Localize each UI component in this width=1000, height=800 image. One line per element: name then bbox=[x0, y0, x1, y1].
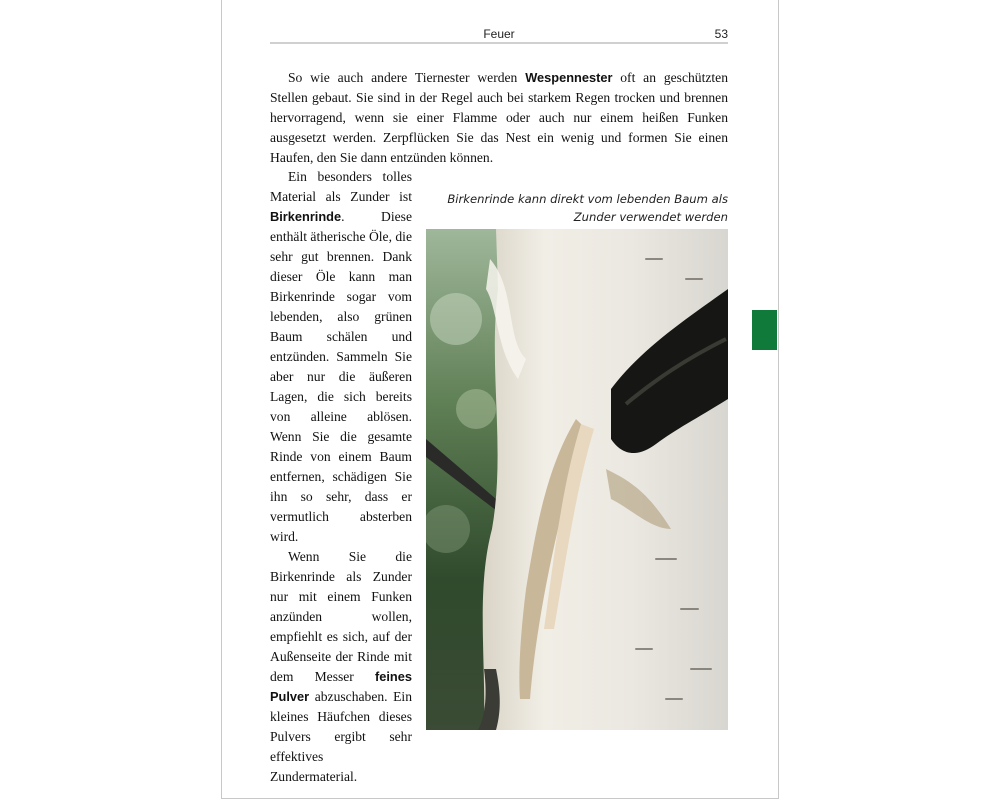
paragraph1-text-b: oft an geschützten Stellen gebaut. Sie sind in der Regel auch bei starkem Regen trocken und brennen hervorragend, wenn sie einer Flamme oder auch nur einem heißen Funken ausgesetzt werden. Zerpflücken Sie das Nest ein wenig und formen Sie einen Haufen, den Sie dann entzünden können. bbox=[270, 70, 729, 165]
section-tab-marker bbox=[752, 310, 777, 350]
paragraph2-text-a: Ein besonders tolles Material als Zunder ist bbox=[270, 169, 412, 204]
paragraph-birkenrinde bbox=[270, 167, 412, 547]
figure-caption: Birkenrinde kann direkt vom lebenden Baum als Zunder verwendet werden bbox=[447, 192, 728, 224]
keyword-wespennester: Wespennester bbox=[525, 70, 613, 85]
paragraph3-text-b: abzuschaben. Ein kleines Häufchen dieses Pulvers ergibt sehr effektives Zundermaterial. bbox=[270, 689, 412, 784]
header-rule bbox=[270, 42, 728, 44]
paragraph2-text-b: . Diese enthält ätherische Öle, die sehr gut brennen. Dank dieser Öle kann man Birkenrinde sogar vom lebenden, also grünen Baum schälen und entzünden. Sammeln Sie aber nur die äußeren Lagen, die sich bereits von alleine ablösen. Wenn Sie die gesamte Rinde von einem Baum entfernen, schädigen Sie ihn so sehr, dass er vermutlich absterben wird. bbox=[270, 209, 412, 544]
chapter-title: Feuer bbox=[483, 27, 515, 41]
paragraph3-text-a: Wenn Sie die Birkenrinde als Zunder nur mit einem Funken anzünden wollen, empfiehlt es sich, auf der Außenseite der Rinde mit dem Messer bbox=[270, 549, 412, 684]
page-number: 53 bbox=[714, 27, 728, 41]
body-column bbox=[270, 167, 412, 787]
running-header bbox=[270, 27, 728, 41]
paragraph-wespennester bbox=[270, 68, 728, 168]
paragraph-pulver bbox=[270, 547, 412, 787]
paragraph1-text-a: So wie auch andere Tiernester werden bbox=[288, 70, 526, 85]
keyword-feines-pulver: feines Pulver bbox=[270, 669, 412, 704]
keyword-birkenrinde: Birkenrinde bbox=[270, 209, 342, 224]
birch-bark-photo bbox=[426, 229, 728, 730]
